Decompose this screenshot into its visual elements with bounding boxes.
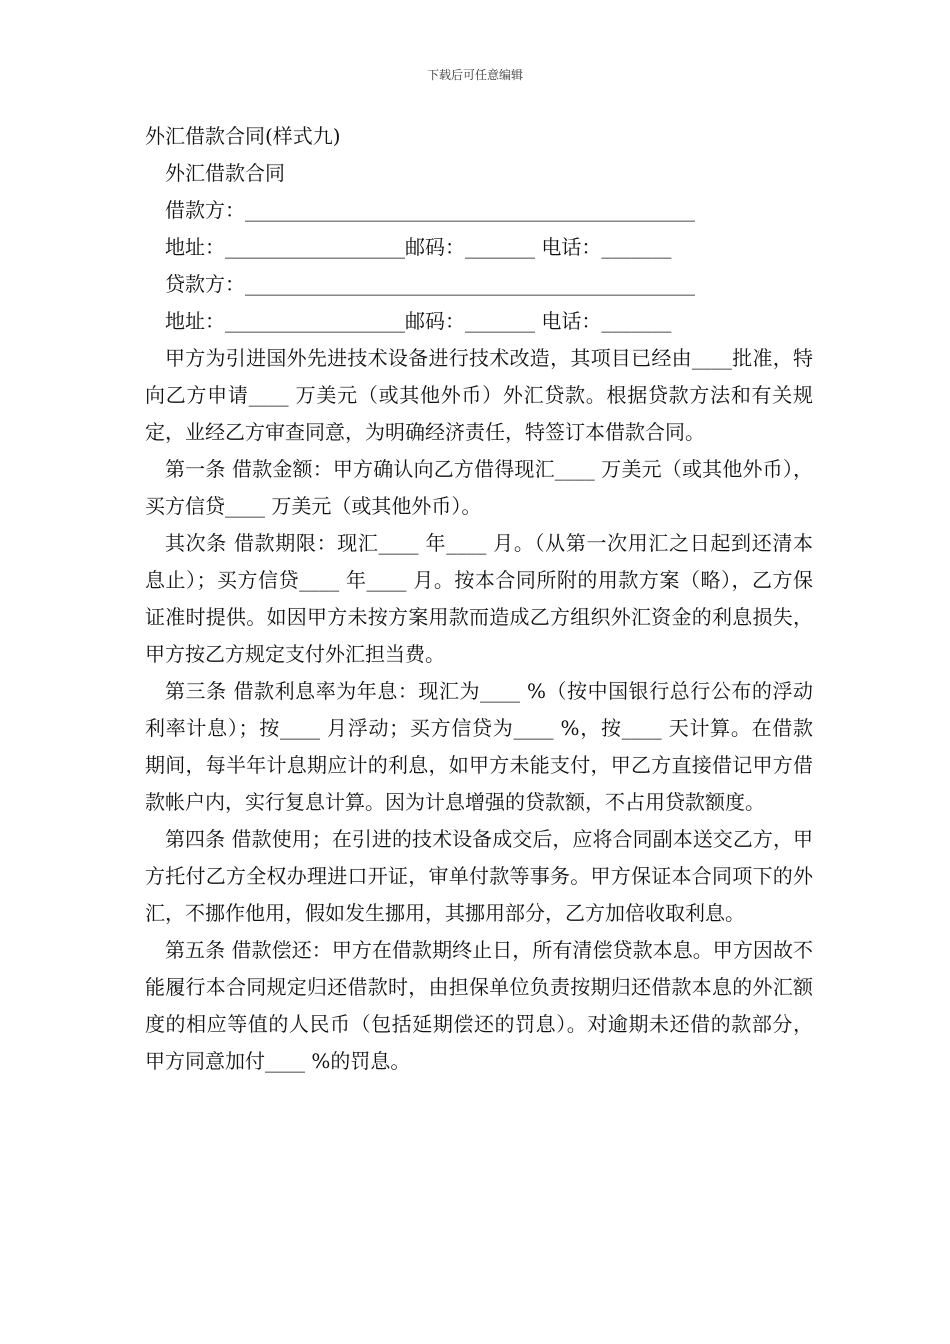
borrower-line: 借款方：_____________________________________________ xyxy=(165,198,695,222)
paragraph-article-4: 第四条 借款使用；在引进的技术设备成交后，应将合同副本送交乙方，甲方托付乙方全权办理进口开证，审单付款等事务。甲方保证本合同项下的外汇，不挪作他用，假如发生挪用，其挪用部分，乙方加倍收取利息。 xyxy=(145,827,813,925)
paragraph-article-1: 第一条 借款金额：甲方确认向乙方借得现汇____ 万美元（或其他外币），买方信贷____ 万美元（或其他外币）。 xyxy=(145,457,813,518)
lender-address-line: 地址：__________________邮码：_______ 电话：_______ xyxy=(165,309,672,333)
document-title: 外汇借款合同(样式九) xyxy=(145,124,341,148)
paragraph-article-2: 其次条 借款期限：现汇____ 年____ 月。（从第一次用汇之日起到还清本息止）；买方信贷____ 年____ 月。按本合同所附的用款方案（略），乙方保证准时提供。如因甲方未按方案用款而造成乙方组织外汇资金的利息损失，甲方按乙方规定支付外汇担当费。 xyxy=(145,531,813,666)
paragraph-article-3: 第三条 借款利息率为年息：现汇为____ %（按中国银行总行公布的浮动利率计息）；按____ 月浮动；买方信贷为____ %，按____ 天计算。在借款期间，每半年计息期应计的利息，如甲方未能支付，甲乙方直接借记甲方借款帐户内，实行复息计算。因为计息增强的贷款额，不占用贷款额度。 xyxy=(145,679,813,814)
document-body xyxy=(145,118,813,1080)
page-header: 下载后可任意编辑 xyxy=(426,68,523,82)
lender-line: 贷款方：_____________________________________________ xyxy=(165,272,695,296)
paragraph-article-5: 第五条 借款偿还：甲方在借款期终止日，所有清偿贷款本息。甲方因故不能履行本合同规定归还借款时，由担保单位负责按期归还借款本息的外汇额度的相应等值的人民币（包括延期偿还的罚息）。对逾期未还借的款部分，甲方同意加付____ %的罚息。 xyxy=(145,938,813,1073)
borrower-address-line: 地址：__________________邮码：_______ 电话：_______ xyxy=(165,235,672,259)
paragraph-intro: 甲方为引进国外先进技术设备进行技术改造，其项目已经由____批准，特向乙方申请____ 万美元（或其他外币）外汇贷款。根据贷款方法和有关规定，业经乙方审查同意，为明确经济责任，特签订本借款合同。 xyxy=(145,346,813,444)
document-subtitle: 外汇借款合同 xyxy=(165,161,285,185)
